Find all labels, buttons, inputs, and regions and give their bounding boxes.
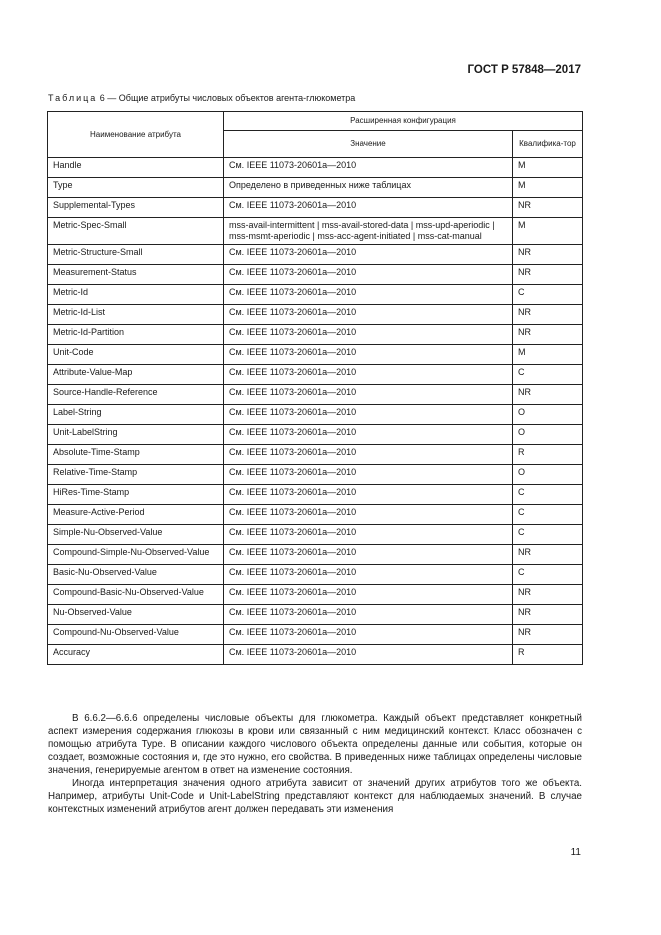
attribute-name-cell: Handle [48,158,224,178]
attribute-name-cell: Metric-Spec-Small [48,218,224,245]
attribute-name-cell: Compound-Simple-Nu-Observed-Value [48,545,224,565]
header-extended-config: Расширенная конфигурация [224,112,583,131]
attribute-name-cell: Metric-Id [48,285,224,305]
attribute-name-cell: Unit-Code [48,345,224,365]
attribute-value-cell: См. IEEE 11073-20601a—2010 [224,625,513,645]
qualifier-cell: C [513,365,583,385]
attributes-table [47,111,583,665]
attribute-name-cell: Nu-Observed-Value [48,605,224,625]
table-row [48,605,583,625]
qualifier-cell: NR [513,325,583,345]
attribute-value-cell: См. IEEE 11073-20601a—2010 [224,485,513,505]
header-value: Значение [224,131,513,158]
qualifier-cell: NR [513,585,583,605]
attribute-name-cell: Metric-Id-List [48,305,224,325]
table-row [48,265,583,285]
table-row [48,625,583,645]
qualifier-cell: C [513,565,583,585]
qualifier-cell: NR [513,305,583,325]
qualifier-cell: M [513,345,583,365]
qualifier-cell: R [513,645,583,665]
qualifier-cell: NR [513,245,583,265]
body-paragraph: В 6.6.2—6.6.6 определены числовые объекты для глюкометра. Каждый объект представляет конкретный аспект измерения содержания глюкозы в крови или связанный с ним медицинский контекст. Класс обозначен с помощью атрибута Type. В описании каждого числового объекта определены данные или события, которые он создает, возможные состояния и, где это нужно, его свойства. В приведенных ниже таблицах определены числовые значения, генерируемые агентом в ответ на изменение состояния. [48,713,582,776]
attribute-name-cell: Type [48,178,224,198]
attribute-value-cell: См. IEEE 11073-20601a—2010 [224,545,513,565]
attribute-name-cell: Basic-Nu-Observed-Value [48,565,224,585]
attribute-name-cell: Unit-LabelString [48,425,224,445]
table-row [48,465,583,485]
attribute-value-cell: См. IEEE 11073-20601a—2010 [224,505,513,525]
attribute-value-cell: См. IEEE 11073-20601a—2010 [224,305,513,325]
standard-code: ГОСТ Р 57848—2017 [467,64,581,76]
table-row [48,285,583,305]
attribute-value-cell: См. IEEE 11073-20601a—2010 [224,345,513,365]
table-row [48,365,583,385]
attribute-name-cell: Accuracy [48,645,224,665]
attribute-value-cell: См. IEEE 11073-20601a—2010 [224,365,513,385]
header-attribute-name: Наименование атрибута [48,112,224,158]
attribute-value-cell: Определено в приведенных ниже таблицах [224,178,513,198]
qualifier-cell: O [513,425,583,445]
qualifier-cell: C [513,525,583,545]
body-paragraph: Иногда интерпретация значения одного атрибута зависит от значений других атрибутов того же объекта. Например, атрибуты Unit-Code и Unit-LabelString представляют контекст для наблюдаемых значений. В случае контекстных изменений атрибутов агент должен передавать эти изменения [48,778,582,815]
attribute-value-cell: См. IEEE 11073-20601a—2010 [224,585,513,605]
header-qualifier: Квалифика-тор [513,131,583,158]
qualifier-cell: R [513,445,583,465]
attribute-value-cell: См. IEEE 11073-20601a—2010 [224,465,513,485]
table-row [48,158,583,178]
attribute-name-cell: Compound-Basic-Nu-Observed-Value [48,585,224,605]
qualifier-cell: NR [513,198,583,218]
attribute-value-cell: См. IEEE 11073-20601a—2010 [224,285,513,305]
table-row [48,305,583,325]
attribute-name-cell: Metric-Id-Partition [48,325,224,345]
qualifier-cell: M [513,218,583,245]
table-row [48,405,583,425]
attribute-name-cell: Metric-Structure-Small [48,245,224,265]
table-row [48,325,583,345]
qualifier-cell: NR [513,385,583,405]
table-row [48,385,583,405]
attribute-value-cell: См. IEEE 11073-20601a—2010 [224,245,513,265]
attribute-value-cell: См. IEEE 11073-20601a—2010 [224,325,513,345]
table-row [48,545,583,565]
table-caption-label: Таблица [48,93,98,103]
table-row [48,245,583,265]
attribute-value-cell: См. IEEE 11073-20601a—2010 [224,265,513,285]
table-body [48,158,583,665]
table-row [48,445,583,465]
qualifier-cell: NR [513,605,583,625]
table-row [48,585,583,605]
attribute-value-cell: См. IEEE 11073-20601a—2010 [224,385,513,405]
qualifier-cell: O [513,405,583,425]
table-row [48,565,583,585]
table-row [48,218,583,245]
qualifier-cell: O [513,465,583,485]
table-row [48,198,583,218]
attribute-name-cell: HiRes-Time-Stamp [48,485,224,505]
table-row [48,525,583,545]
attribute-value-cell: См. IEEE 11073-20601a—2010 [224,605,513,625]
table-caption [48,93,355,103]
qualifier-cell: C [513,505,583,525]
attribute-value-cell: См. IEEE 11073-20601a—2010 [224,525,513,545]
table-row [48,485,583,505]
qualifier-cell: M [513,178,583,198]
qualifier-cell: C [513,285,583,305]
attribute-value-cell: См. IEEE 11073-20601a—2010 [224,645,513,665]
page-number: 11 [570,847,581,858]
attribute-value-cell: См. IEEE 11073-20601a—2010 [224,198,513,218]
table-row [48,425,583,445]
qualifier-cell: NR [513,625,583,645]
qualifier-cell: M [513,158,583,178]
table-row [48,178,583,198]
qualifier-cell: NR [513,545,583,565]
attribute-value-cell: mss-avail-intermittent | mss-avail-stored-data | mss-upd-aperiodic | mss-msmt-aperiodic | mss-acc-agent-initiated | mss-cat-manual [224,218,513,245]
body-text [48,712,582,816]
attribute-value-cell: См. IEEE 11073-20601a—2010 [224,425,513,445]
attribute-name-cell: Supplemental-Types [48,198,224,218]
qualifier-cell: NR [513,265,583,285]
qualifier-cell: C [513,485,583,505]
attribute-value-cell: См. IEEE 11073-20601a—2010 [224,405,513,425]
attribute-name-cell: Absolute-Time-Stamp [48,445,224,465]
attribute-name-cell: Measurement-Status [48,265,224,285]
attribute-name-cell: Label-String [48,405,224,425]
attribute-name-cell: Source-Handle-Reference [48,385,224,405]
table-row [48,505,583,525]
attribute-value-cell: См. IEEE 11073-20601a—2010 [224,565,513,585]
attribute-value-cell: См. IEEE 11073-20601a—2010 [224,445,513,465]
attribute-name-cell: Measure-Active-Period [48,505,224,525]
attribute-name-cell: Attribute-Value-Map [48,365,224,385]
attribute-name-cell: Relative-Time-Stamp [48,465,224,485]
table-caption-text: 6 — Общие атрибуты числовых объектов агента-глюкометра [97,93,356,103]
table-row [48,645,583,665]
attribute-name-cell: Simple-Nu-Observed-Value [48,525,224,545]
attribute-value-cell: См. IEEE 11073-20601a—2010 [224,158,513,178]
table-row [48,345,583,365]
attribute-name-cell: Compound-Nu-Observed-Value [48,625,224,645]
